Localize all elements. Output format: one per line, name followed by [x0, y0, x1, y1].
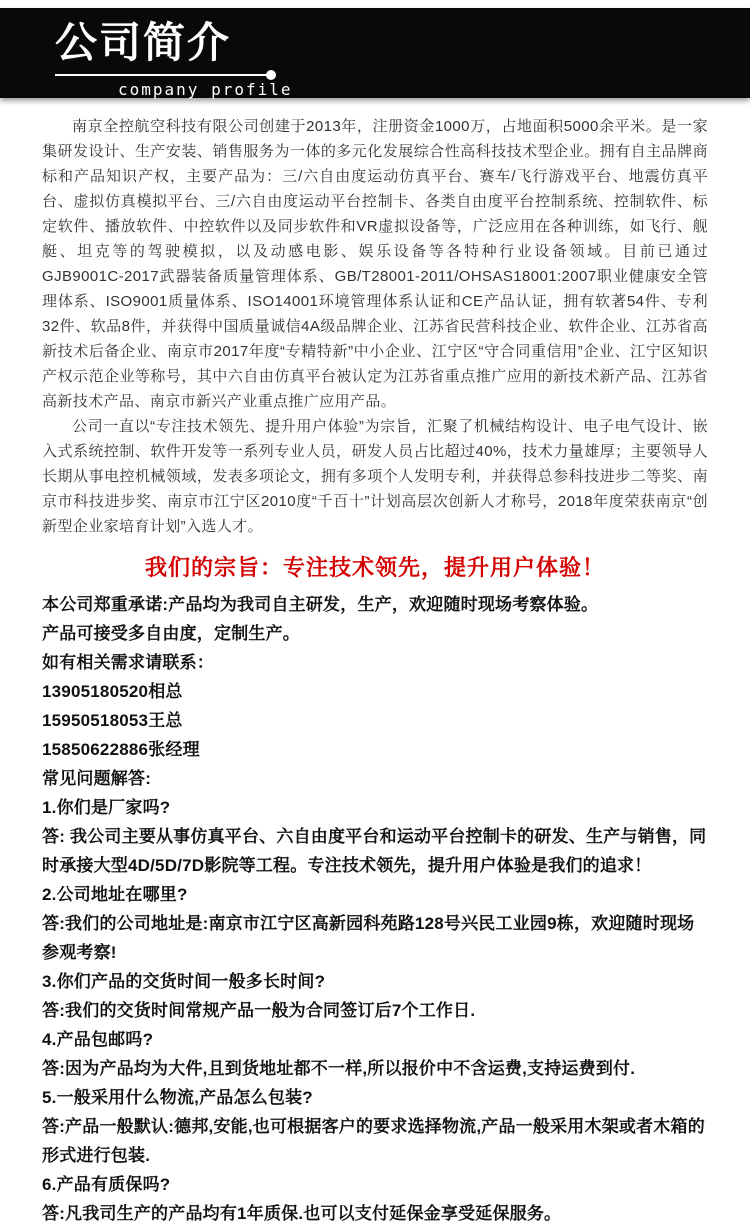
title-underline	[55, 74, 270, 76]
contact-phone-2: 15950518053王总	[42, 711, 183, 730]
faq-question-4: 4.产品包邮吗?	[42, 1030, 154, 1049]
page-subtitle: company profile	[118, 80, 293, 99]
faq-heading: 常见问题解答:	[42, 769, 152, 788]
faq-answer-1: 答: 我公司主要从事仿真平台、六自由度平台和运动平台控制卡的研发、生产与销售，同时承接大型4D/5D/7D影院等工程。专注技术领先，提升用户体验是我们的追求！	[42, 827, 707, 875]
page-title: 公司简介	[55, 19, 232, 66]
faq-question-2: 2.公司地址在哪里?	[42, 885, 188, 904]
promise-line-2: 产品可接受多自由度，定制生产。	[42, 624, 300, 643]
faq-question-6: 6.产品有质保吗?	[42, 1175, 171, 1194]
faq-answer-2: 答:我们的公司地址是:南京市江宁区高新园科苑路128号兴民工业园9栋，欢迎随时现场参观考察!	[42, 914, 695, 962]
faq-question-5: 5.一般采用什么物流,产品怎么包装?	[42, 1088, 313, 1107]
contact-heading: 如有相关需求请联系：	[42, 653, 214, 672]
slogan-heading: 我们的宗旨：专注技术领先，提升用户体验！	[144, 555, 605, 580]
faq-answer-6: 答:凡我司生产的产品均有1年质保.也可以支付延保金享受延保服务。	[42, 1204, 562, 1223]
faq-question-3: 3.你们产品的交货时间一般多长时间?	[42, 972, 326, 991]
faq-answer-4: 答:因为产品均为大件,且到货地址都不一样,所以报价中不含运费,支持运费到付.	[42, 1059, 636, 1078]
faq-answer-5: 答:产品一般默认:德邦,安能,也可根据客户的要求选择物流,产品一般采用木架或者木箱的形式进行包装.	[42, 1117, 705, 1165]
about-paragraph-2: 公司一直以“专注技术领先、提升用户体验”为宗旨，汇聚了机械结构设计、电子电气设计、嵌入式系统控制、软件开发等一系列专业人员，研发人员占比超过40%，技术力量雄厚；主要领导人长期从事电控机械领域，发表多项论文，拥有多项个人发明专利，并获得总参科技进步二等奖、南京市科技进步奖、南京市江宁区2010度“千百十”计划高层次创新人才称号，2018年度荣获南京“创新型企业家培育计划”入选人才。	[42, 418, 708, 535]
contact-phone-1: 13905180520相总	[42, 682, 183, 701]
faq-answer-3: 答:我们的交货时间常规产品一般为合同签订后7个工作日.	[42, 1001, 476, 1020]
header-banner	[0, 8, 750, 98]
underline-end-dot	[266, 70, 276, 80]
promise-line-1: 本公司郑重承诺:产品均为我司自主研发，生产，欢迎随时现场考察体验。	[42, 595, 599, 614]
company-profile-content	[0, 98, 750, 1228]
contact-phone-3: 15850622886张经理	[42, 740, 200, 759]
faq-question-1: 1.你们是厂家吗?	[42, 798, 171, 817]
about-paragraph-1: 南京全控航空科技有限公司创建于2013年，注册资金1000万，占地面积5000余平米。是一家集研发设计、生产安装、销售服务为一体的多元化发展综合性高科技技术型企业。拥有自主品牌商标和产品知识产权，主要产品为：三/六自由度运动仿真平台、赛车/飞行游戏平台、地震仿真平台、虚拟仿真模拟平台、三/六自由度运动平台控制卡、各类自由度平台控制系统、控制软件、标定软件、播放软件、中控软件以及同步软件和VR虚拟设备等，广泛应用在各种训练，如飞行、舰艇、坦克等的驾驶模拟，以及动感电影、娱乐设备等各特种行业设备领域。目前已通过GJB9001C-2017武器装备质量管理体系、GB/T28001-2011/OHSAS18001:2007职业健康安全管理体系、ISO9001质量体系、ISO14001环境管理体系认证和CE产品认证，拥有软著54件、专利32件、软品8件，并获得中国质量诚信4A级品牌企业、江苏省民营科技企业、软件企业、江苏省高新技术后备企业、南京市2017年度“专精特新”中小企业、江宁区“守合同重信用”企业、江宁区知识产权示范企业等称号，其中六自由仿真平台被认定为江苏省重点推广应用的新技术新产品、江苏省高新技术产品、南京市新兴产业重点推广应用产品。	[42, 118, 708, 410]
promise-and-faq-block	[42, 590, 708, 1228]
